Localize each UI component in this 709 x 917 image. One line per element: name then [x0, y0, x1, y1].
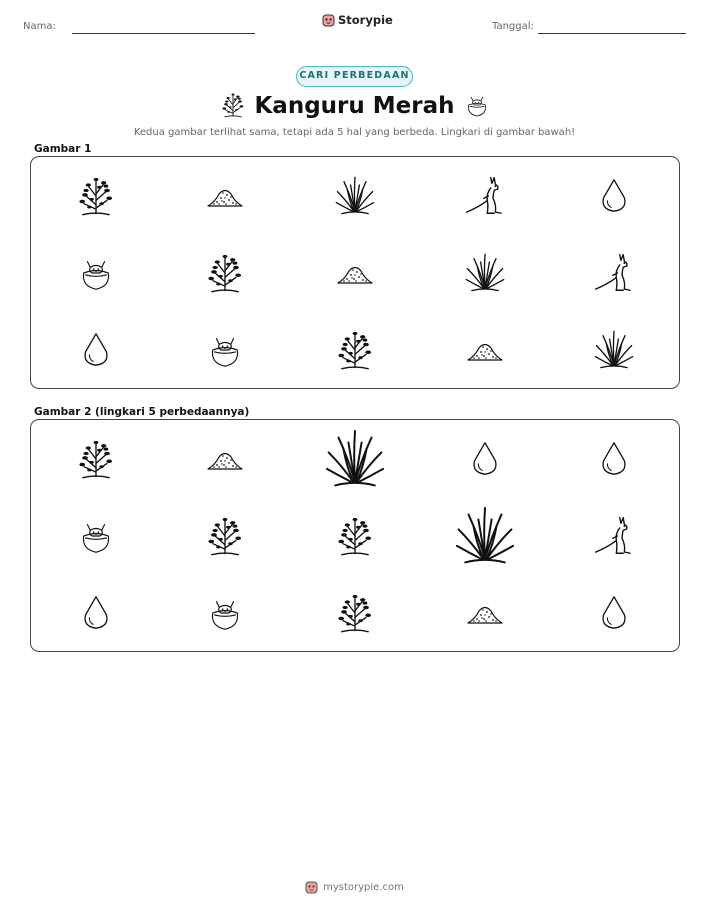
grid-cell[interactable] [161, 497, 291, 574]
bush-icon [333, 591, 377, 635]
grass-icon [463, 251, 507, 295]
grid-cell[interactable] [290, 420, 420, 497]
water-drop-icon [77, 591, 115, 635]
picture2-label: Gambar 2 (lingkari 5 perbedaannya) [34, 406, 250, 418]
sand-pile-icon [462, 593, 508, 633]
activity-badge: CARI PERBEDAAN [296, 66, 413, 87]
grid-cell[interactable] [290, 497, 420, 574]
sand-pile-icon [202, 176, 248, 216]
joey-pouch-icon [206, 591, 244, 635]
kangaroo-icon [462, 172, 508, 220]
grid-cell[interactable] [161, 420, 291, 497]
grid-cell[interactable] [549, 157, 679, 234]
joey-pouch-icon [77, 514, 115, 558]
date-label: Tanggal: [492, 21, 534, 32]
date-line[interactable] [538, 33, 686, 34]
grid-cell[interactable] [549, 234, 679, 311]
grid-cell[interactable] [31, 157, 161, 234]
grid-cell[interactable] [420, 311, 550, 388]
grass-icon [592, 328, 636, 372]
picture1-label: Gambar 1 [34, 143, 92, 155]
grid-cell[interactable] [31, 311, 161, 388]
water-drop-icon [595, 174, 633, 218]
grass-icon [452, 503, 518, 569]
sand-pile-icon [462, 330, 508, 370]
grid-cell[interactable] [420, 420, 550, 497]
sand-pile-icon [332, 253, 378, 293]
footer-site[interactable]: mystorypie.com [323, 881, 404, 893]
joey-pouch-icon [77, 251, 115, 295]
bush-icon [203, 251, 247, 295]
name-label: Nama: [23, 21, 56, 32]
joey-pouch-icon [464, 91, 490, 119]
grid-cell[interactable] [549, 311, 679, 388]
grid-cell[interactable] [161, 157, 291, 234]
grid-cell[interactable] [31, 574, 161, 651]
picture1-grid [31, 157, 679, 388]
grid-cell[interactable] [290, 234, 420, 311]
grid-cell[interactable] [290, 157, 420, 234]
water-drop-icon [595, 437, 633, 481]
bush-icon [203, 514, 247, 558]
grid-cell[interactable] [161, 234, 291, 311]
footer [0, 880, 709, 894]
page-title: Kanguru Merah [254, 93, 455, 119]
grid-cell[interactable] [31, 234, 161, 311]
grid-cell[interactable] [549, 420, 679, 497]
grid-cell[interactable] [420, 497, 550, 574]
grid-cell[interactable] [420, 234, 550, 311]
grid-cell[interactable] [420, 157, 550, 234]
bush-icon [333, 328, 377, 372]
brand-name: Storypie [338, 13, 393, 27]
grid-cell[interactable] [31, 497, 161, 574]
picture2-panel [30, 419, 680, 652]
grid-cell[interactable] [31, 420, 161, 497]
picture1-panel [30, 156, 680, 389]
name-line[interactable] [72, 33, 255, 34]
joey-pouch-icon [206, 328, 244, 372]
grid-cell[interactable] [549, 497, 679, 574]
grid-cell[interactable] [161, 311, 291, 388]
bush-icon [74, 174, 118, 218]
grid-cell[interactable] [549, 574, 679, 651]
kangaroo-icon [591, 249, 637, 297]
kangaroo-icon [591, 512, 637, 560]
grass-icon [322, 426, 388, 492]
instruction-text: Kedua gambar terlihat sama, tetapi ada 5 hal yang berbeda. Lingkari di gambar bawah! [133, 127, 576, 138]
sand-pile-icon [202, 439, 248, 479]
grid-cell[interactable] [161, 574, 291, 651]
bush-icon [74, 437, 118, 481]
picture2-grid [31, 420, 679, 651]
grass-icon [333, 174, 377, 218]
grid-cell[interactable] [290, 311, 420, 388]
water-drop-icon [595, 591, 633, 635]
water-drop-icon [77, 328, 115, 372]
storypie-logo-icon [322, 13, 335, 27]
water-drop-icon [466, 437, 504, 481]
bush-icon [333, 514, 377, 558]
storypie-logo-icon [305, 880, 318, 894]
grid-cell[interactable] [290, 574, 420, 651]
brand-logo [322, 13, 393, 27]
grid-cell[interactable] [420, 574, 550, 651]
